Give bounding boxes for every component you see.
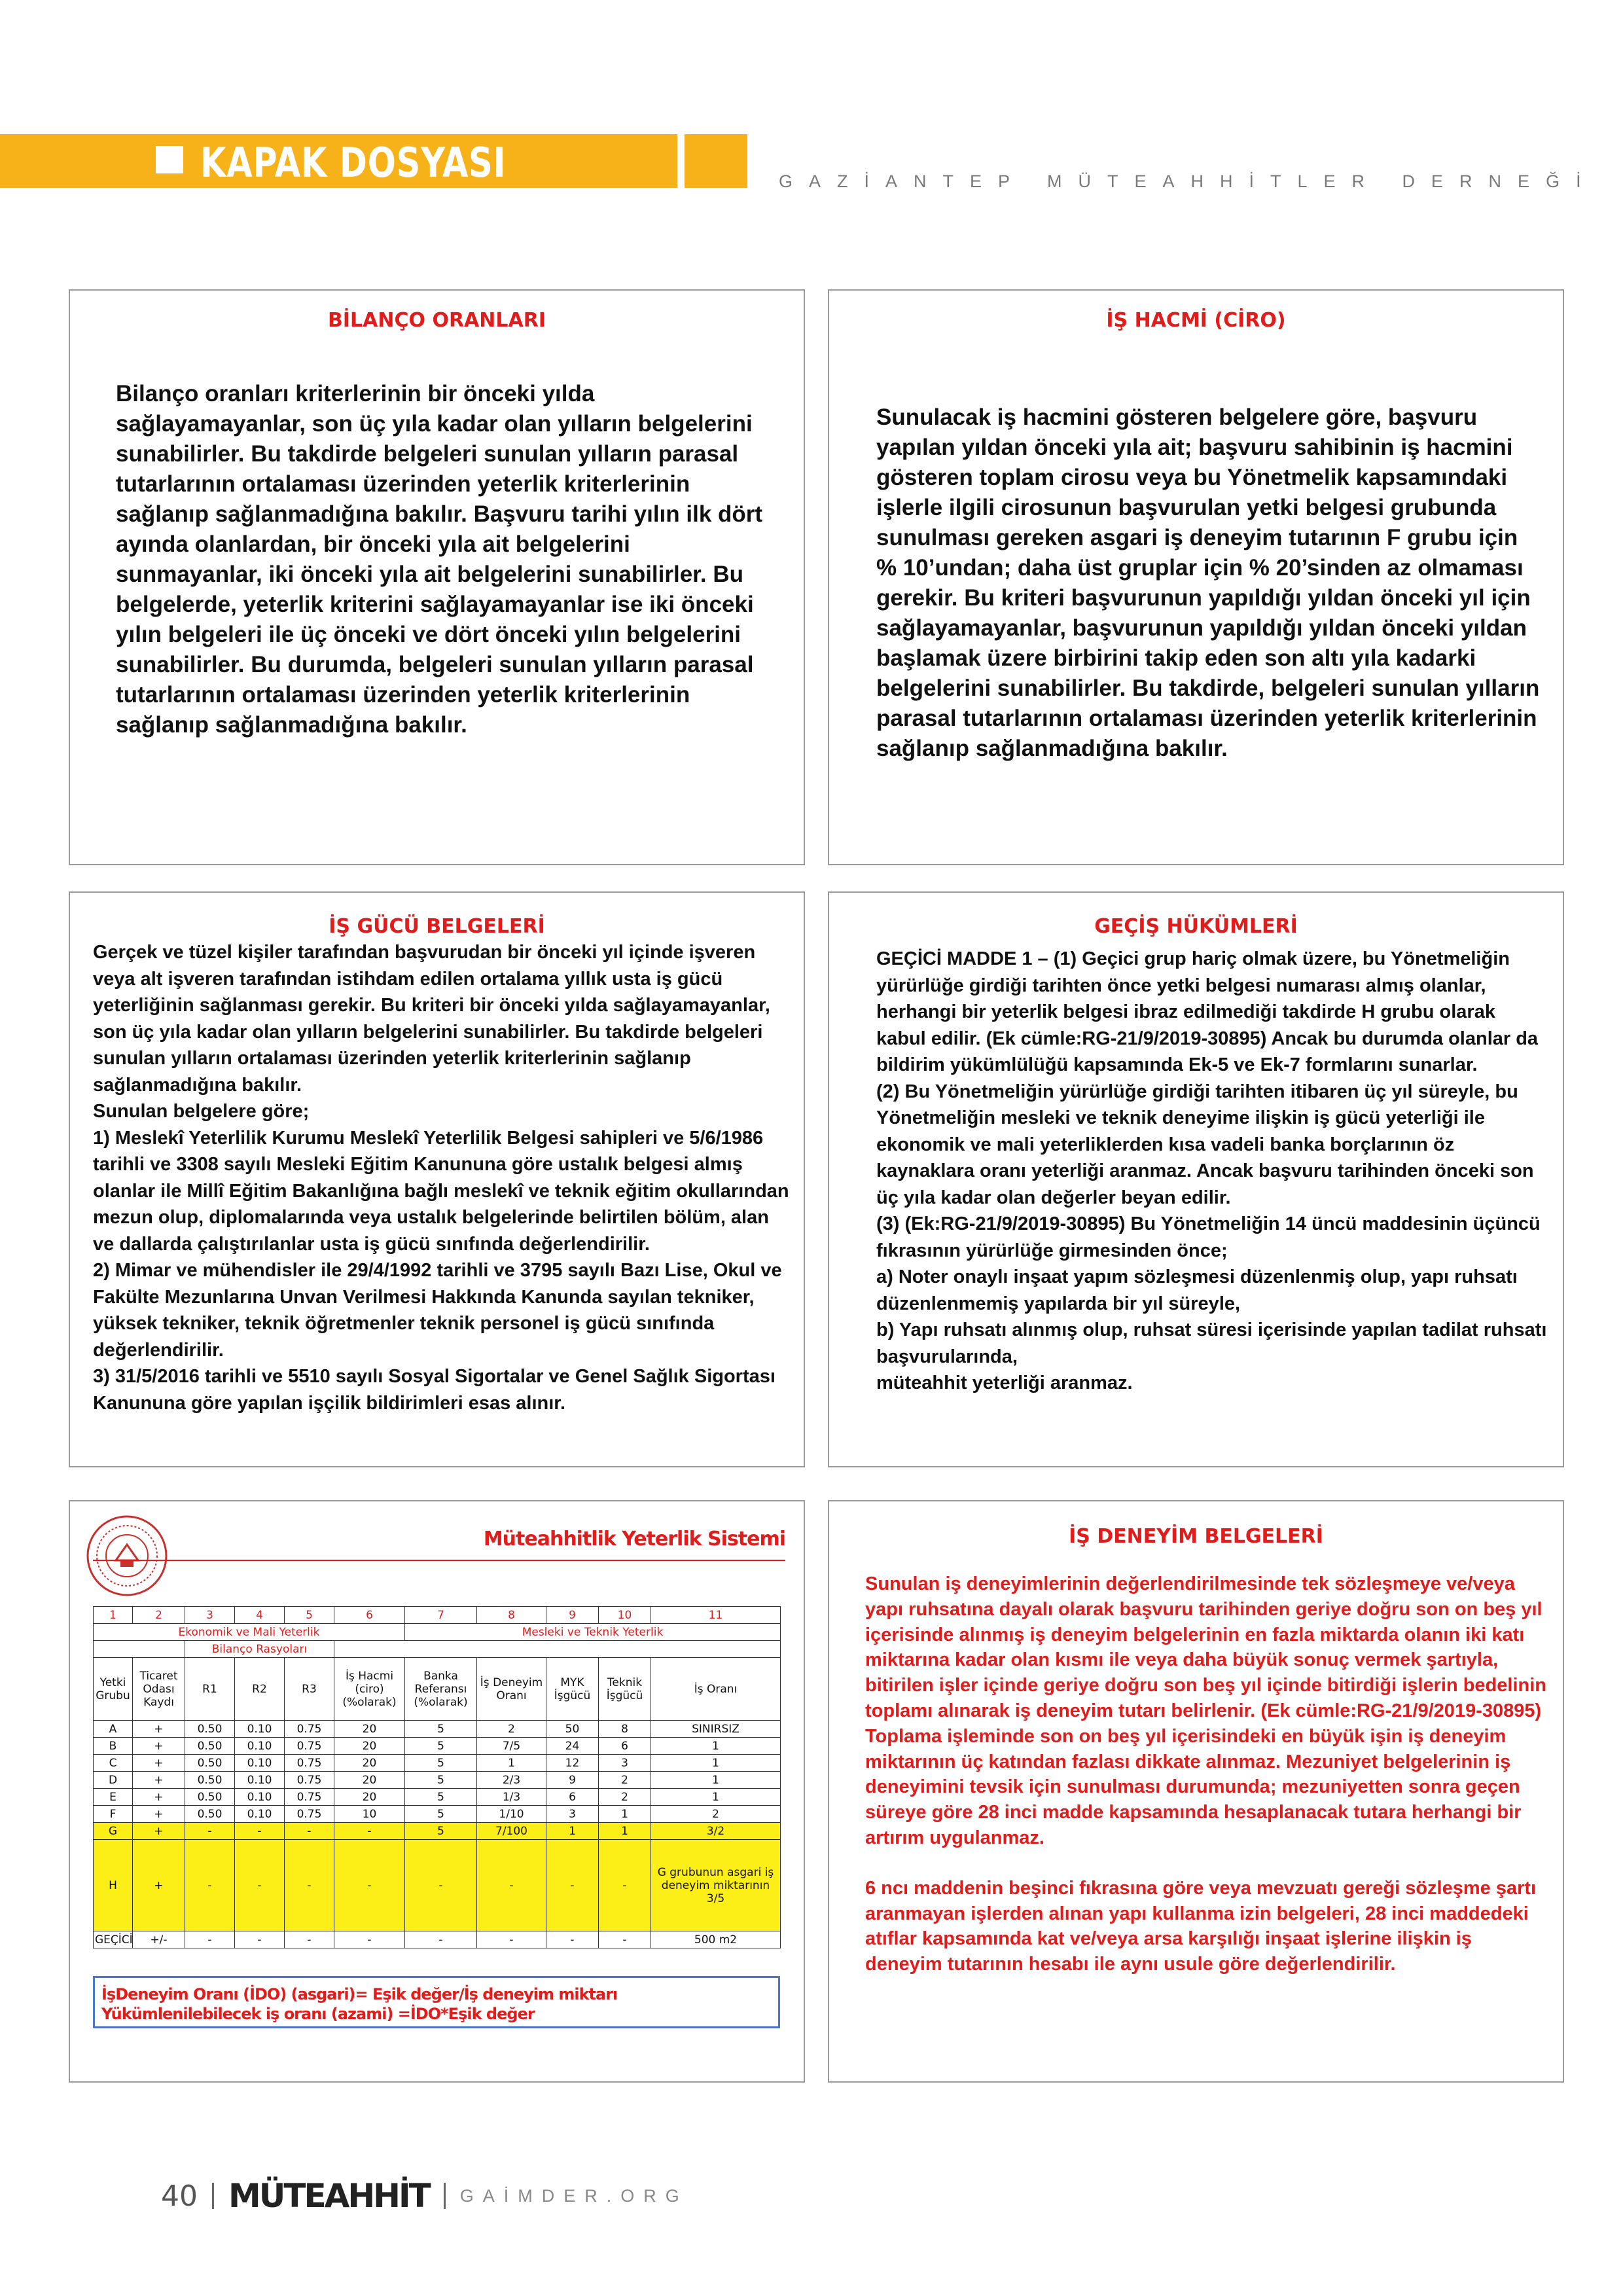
table-cell: - xyxy=(285,1840,334,1931)
table-cell: 12 xyxy=(546,1755,599,1772)
table-cell: 0.75 xyxy=(285,1789,334,1806)
table-cell: 2 xyxy=(599,1789,651,1806)
table-cell: 0.10 xyxy=(235,1772,285,1789)
gecis-paragraph: GEÇİCİ MADDE 1 – (1) Geçici grup hariç olmak üzere, bu Yönetmeliğin yürürlüğe girdiği tarihten önce yetki belgesi numarası almış olanlar, herhangi bir yeterlik belgesi ibraz edilmediği takdirde H grubu olarak kabul edilir. (Ek cümle:RG-21/9/2019-30895) Ancak bu durumda olanlar da bildirim yükümlülüğü kapsamında Ek-5 ve Ek-7 formlarını sunarlar. xyxy=(876,948,1539,1075)
website-link[interactable]: GAİMDER.ORG xyxy=(459,2185,688,2206)
table-cell: F xyxy=(94,1806,133,1823)
table-row xyxy=(94,1755,781,1772)
table-cell: 0.50 xyxy=(185,1772,235,1789)
table-cell: - xyxy=(477,1931,546,1948)
formula-line: Yükümlenilebilecek iş oranı (azami) =İDO*Eşik değer xyxy=(101,2005,535,2023)
table-row xyxy=(94,1823,781,1840)
table-cell: + xyxy=(133,1806,185,1823)
section-title: KAPAK DOSYASI xyxy=(200,139,507,187)
group-row xyxy=(94,1624,781,1641)
yeterlik-table xyxy=(93,1606,781,1948)
table-cell: 9 xyxy=(546,1772,599,1789)
table-cell: 1 xyxy=(599,1823,651,1840)
footer-divider xyxy=(212,2183,214,2209)
is-gucu-paragraph: 2) Mimar ve mühendisler ile 29/4/1992 tarihli ve 3795 sayılı Bazı Lise, Okul ve Fakülte Mezunlarına Unvan Verilmesi Hakkında Kanunda sayılan tekniker, yüksek tekniker, teknik öğretmenler teknik personel iş gücü sınıfında değerlendirilir. xyxy=(93,1260,782,1361)
footer-divider xyxy=(444,2183,446,2209)
column-header: İş Oranı xyxy=(651,1658,781,1721)
column-header: İş Deneyim Oranı xyxy=(477,1658,546,1721)
is-deneyim-paragraph: 6 ncı maddenin beşinci fıkrasına göre veya mevzuatı gereği sözleşme şartı aranmayan işlerden alınan yapı kullanma izin belgeleri, 28 inci maddedeki atıflar kapsamında kat ve/veya arsa karşılığı inşaat işlerine ilişkin iş deneyim tutarının hesabı ile aynı usule göre değerlendirilir. xyxy=(865,1877,1537,1975)
table-cell: G grubunun asgari iş deneyim miktarının 3/5 xyxy=(651,1840,781,1931)
table-cell: - xyxy=(235,1931,285,1948)
table-cell: 20 xyxy=(334,1772,405,1789)
table-cell: 3/2 xyxy=(651,1823,781,1840)
table-row xyxy=(94,1721,781,1738)
is-gucu-paragraph: 1) Meslekî Yeterlilik Kurumu Meslekî Yeterlilik Belgesi sahipleri ve 5/6/1986 tarihli ve 3308 sayılı Mesleki Eğitim Kanununa göre ustalık belgesi almış olanlar ile Millî Eğitim Bakanlığına bağlı meslekî ve teknik eğitim okullarından mezun olup, diplomalarında veya ustalık belgelerinde belirtilen bölüm, alan ve dallarda çalıştırılanlar usta iş gücü sınıfında değerlendirilir. xyxy=(93,1127,789,1255)
column-header: R3 xyxy=(285,1658,334,1721)
table-cell: 7/100 xyxy=(477,1823,546,1840)
table-cell: - xyxy=(334,1840,405,1931)
table-cell: 20 xyxy=(334,1755,405,1772)
table-cell: +/- xyxy=(133,1931,185,1948)
gecis-paragraph: (3) (Ek:RG-21/9/2019-30895) Bu Yönetmeliğin 14 üncü maddesinin üçüncü fıkrasının yürürlüğe girmesinden önce; xyxy=(876,1213,1541,1261)
table-cell: - xyxy=(599,1931,651,1948)
column-header: MYK İşgücü xyxy=(546,1658,599,1721)
formula-box xyxy=(93,1976,780,2028)
column-number: 5 xyxy=(285,1607,334,1624)
table-row xyxy=(94,1840,781,1931)
is-gucu-paragraph: Gerçek ve tüzel kişiler tarafından başvurudan bir önceki yıl içinde işveren veya alt işveren tarafından istihdam edilen ortalama yıllık usta iş gücü yeterliğinin sağlanması gerekir. Bu kriteri bir önceki yılda sağlayamayanlar, son üç yıla kadar olan yılların belgelerini sunabilirler. Bu takdirde belgeleri sunulan yılların ortalaması üzerinden yeterlik kriterlerinin sağlanıp sağlanmadığına bakılır. xyxy=(93,942,770,1096)
table-cell: 500 m2 xyxy=(651,1931,781,1948)
is-deneyim-text xyxy=(865,1571,1554,1977)
yeterlik-title: Müteahhitlik Yeterlik Sistemi xyxy=(483,1528,785,1551)
table-cell: 24 xyxy=(546,1738,599,1755)
column-number: 8 xyxy=(477,1607,546,1624)
table-cell: 1 xyxy=(651,1755,781,1772)
table-row xyxy=(94,1789,781,1806)
gecis-paragraph: a) Noter onaylı inşaat yapım sözleşmesi düzenlenmiş olup, yapı ruhsatı düzenlenmemiş yapılarda bir yıl süreyle, xyxy=(876,1266,1518,1314)
column-number: 1 xyxy=(94,1607,133,1624)
table-cell: - xyxy=(334,1823,405,1840)
header-banner-end xyxy=(685,134,747,188)
table-cell: 1 xyxy=(651,1789,781,1806)
is-gucu-box xyxy=(69,891,805,1467)
table-cell: 5 xyxy=(405,1755,477,1772)
column-header: Yetki Grubu xyxy=(94,1658,133,1721)
column-header: R2 xyxy=(235,1658,285,1721)
bilanco-title: BİLANÇO ORANLARI xyxy=(328,309,546,332)
is-gucu-paragraph: Sunulan belgelere göre; xyxy=(93,1101,310,1122)
bilanco-text: Bilanço oranları kriterlerinin bir önceki yılda sağlayamayanlar, son üç yıla kadar olan yılların belgelerini sunabilirler. Bu takdirde belgeleri sunulan yılların parasal tutarlarının ortalaması üzerinden yeterlik kriterlerinin sağlanıp sağlanmadığına bakılır. Başvuru tarihi yılın ilk dört ayında olanlardan, bir önceki yıla ait belgelerini sunmayanlar, iki önceki yıla ait belgelerini sunabilirler. Bu belgelerde, yeterlik kriterini sağlayamayanlar ise iki önceki yılın belgeleri ile üç önceki ve dört önceki yılın belgelerini sunabilirler. Bu durumda, belgeleri sunulan yılların parasal tutarlarının ortalaması üzerinden yeterlik kriterlerinin sağlanıp sağlanmadığına bakılır. xyxy=(116,381,763,738)
column-number: 7 xyxy=(405,1607,477,1624)
square-icon xyxy=(156,146,183,173)
page-footer xyxy=(161,2176,688,2215)
table-cell: + xyxy=(133,1772,185,1789)
column-number: 4 xyxy=(235,1607,285,1624)
table-cell: 5 xyxy=(405,1721,477,1738)
table-cell: 0.10 xyxy=(235,1806,285,1823)
table-cell: - xyxy=(285,1823,334,1840)
column-header: Teknik İşgücü xyxy=(599,1658,651,1721)
is-deneyim-box xyxy=(828,1500,1564,2083)
is-hacmi-text: Sunulacak iş hacmini gösteren belgelere göre, başvuru yapılan yıldan önceki yıla ait; başvuru sahibinin iş hacmini gösteren toplam cirosu veya bu Yönetmelik kapsamındaki işlerle ilgili cirosunun başvurulan yetki belgesi grubunda sunulması gereken asgari iş deneyim tutarının F grubu için % 10’undan; daha üst gruplar için % 20’sinden az olmaması gerekir. Bu kriteri başvurunun yapıldığı yıldan önceki yıl için sağlayamayanlar, başvurunun yapıldığı yıldan önceki yıldan başlamak üzere birbirini takip eden son altı yıla kadarki belgelerini sunabilirler. Bu takdirde, belgeleri sunulan yılların parasal tutarlarının ortalaması üzerinden yeterlik kriterlerinin sağlanıp sağlanmadığına bakılır. xyxy=(876,404,1540,761)
table-cell: 5 xyxy=(405,1772,477,1789)
table-cell: - xyxy=(185,1823,235,1840)
is-deneyim-title: İŞ DENEYİM BELGELERİ xyxy=(1069,1525,1323,1548)
table-cell: 0.75 xyxy=(285,1738,334,1755)
column-number: 11 xyxy=(651,1607,781,1624)
table-cell: + xyxy=(133,1721,185,1738)
magazine-logo: MÜTEAHHİT xyxy=(228,2177,429,2215)
table-cell: - xyxy=(285,1931,334,1948)
table-cell: SINIRSIZ xyxy=(651,1721,781,1738)
table-cell: - xyxy=(235,1823,285,1840)
table-cell: B xyxy=(94,1738,133,1755)
table-cell: - xyxy=(185,1931,235,1948)
table-body xyxy=(94,1721,781,1948)
table-cell: 1 xyxy=(651,1738,781,1755)
table-cell: 2 xyxy=(651,1806,781,1823)
table-cell: - xyxy=(546,1840,599,1931)
table-cell: 8 xyxy=(599,1721,651,1738)
table-cell: H xyxy=(94,1840,133,1931)
table-cell: 0.10 xyxy=(235,1721,285,1738)
gecis-paragraph: (2) Bu Yönetmeliğin yürürlüğe girdiği tarihten itibaren üç yıl süreyle, bu Yönetmeliğin mesleki ve teknik deneyime ilişkin iş gücü yeterliği ile ekonomik ve mali yeterliklerden kısa vadeli banka borçlarının öz kaynaklara oranı yeterliği aranmaz. Ancak başvuru tarihinden önceki son üç yıla kadar olan değerler beyan edilir. xyxy=(876,1081,1534,1208)
table-cell: 5 xyxy=(405,1806,477,1823)
table-cell: 0.50 xyxy=(185,1755,235,1772)
column-number: 9 xyxy=(546,1607,599,1624)
column-header: Ticaret Odası Kaydı xyxy=(133,1658,185,1721)
table-cell: 6 xyxy=(599,1738,651,1755)
table-cell: 0.75 xyxy=(285,1721,334,1738)
table-cell: 2 xyxy=(599,1772,651,1789)
table-cell: 6 xyxy=(546,1789,599,1806)
table-cell: 1 xyxy=(599,1806,651,1823)
table-cell: + xyxy=(133,1789,185,1806)
bilanco-oranlari-box xyxy=(69,289,805,865)
subgroup-row xyxy=(94,1641,781,1658)
table-cell: - xyxy=(599,1840,651,1931)
column-header: İş Hacmi (ciro) (%olarak) xyxy=(334,1658,405,1721)
table-cell: 10 xyxy=(334,1806,405,1823)
table-cell: GEÇİCİ xyxy=(94,1931,133,1948)
gecis-paragraph: b) Yapı ruhsatı alınmış olup, ruhsat süresi içerisinde yapılan tadilat ruhsatı başvurularında, xyxy=(876,1319,1547,1367)
table-cell: 0.75 xyxy=(285,1755,334,1772)
column-number: 6 xyxy=(334,1607,405,1624)
header-row xyxy=(94,1658,781,1721)
table-cell: 0.10 xyxy=(235,1755,285,1772)
is-hacmi-box xyxy=(828,289,1564,865)
table-cell: 0.50 xyxy=(185,1789,235,1806)
is-deneyim-paragraph: Sunulan iş deneyimlerinin değerlendirilmesinde tek sözleşmeye ve/veya yapı ruhsatına dayalı olarak başvuru tarihinden geriye doğru son on beş yıl içerisinde alınmış iş deneyim belgelerinin en fazla miktarda olanın iki katı miktarına kadar olan kısmı ile veya daha büyük sonuç vermek şartıyla, bitirilen işler içinde geriye doğru son beş yıl içinde bitirdiği işlerin bedelinin toplamı alınarak iş deneyim tutarı belirlenir. (Ek cümle:RG-21/9/2019-30895) Toplama işleminde son on beş yıl içerisindeki en büyük işin iş deneyim miktarının üç katından fazlası dikkate alınmaz. Mezuniyet belgelerinin iş deneyimini tevsik için sunulması durumunda; mezuniyetten sonra geçen süreye göre 28 inci madde kapsamında hesaplanacak tutara herhangi bir artırım uygulanmaz. xyxy=(865,1573,1546,1848)
table-cell: - xyxy=(546,1931,599,1948)
gecis-paragraph: müteahhit yeterliği aranmaz. xyxy=(876,1372,1133,1393)
table-cell: + xyxy=(133,1738,185,1755)
table-cell: - xyxy=(477,1840,546,1931)
title-underline xyxy=(93,1560,785,1561)
table-cell: 1 xyxy=(651,1772,781,1789)
table-cell: 20 xyxy=(334,1738,405,1755)
table-cell: 0.10 xyxy=(235,1738,285,1755)
table-cell: 1 xyxy=(477,1755,546,1772)
table-cell: - xyxy=(334,1931,405,1948)
table-cell: 1/10 xyxy=(477,1806,546,1823)
table-cell: D xyxy=(94,1772,133,1789)
column-number: 3 xyxy=(185,1607,235,1624)
table-cell: + xyxy=(133,1823,185,1840)
table-cell: 3 xyxy=(599,1755,651,1772)
table-cell: 7/5 xyxy=(477,1738,546,1755)
organization-name: GAZİANTEP MÜTEAHHİTLER DERNEĞİ xyxy=(779,171,1597,191)
table-cell: A xyxy=(94,1721,133,1738)
table-cell: 0.50 xyxy=(185,1738,235,1755)
table-cell: - xyxy=(235,1840,285,1931)
table-cell: 0.50 xyxy=(185,1721,235,1738)
ministry-seal-icon xyxy=(84,1513,169,1598)
table-cell: 20 xyxy=(334,1789,405,1806)
table-cell: 20 xyxy=(334,1721,405,1738)
column-header: R1 xyxy=(185,1658,235,1721)
formula-line: İşDeneyim Oranı (İDO) (asgari)= Eşik değer/İş deneyim miktarı xyxy=(101,1985,618,2003)
table-cell: 5 xyxy=(405,1823,477,1840)
group-bilanco: Bilanço Rasyoları xyxy=(185,1641,334,1658)
column-number-row xyxy=(94,1607,781,1624)
table-cell: + xyxy=(133,1755,185,1772)
table-cell: E xyxy=(94,1789,133,1806)
table-cell: - xyxy=(185,1840,235,1931)
table-cell: G xyxy=(94,1823,133,1840)
table-row xyxy=(94,1738,781,1755)
gecis-hukumleri-box xyxy=(828,891,1564,1467)
table-cell: 1/3 xyxy=(477,1789,546,1806)
column-number: 2 xyxy=(133,1607,185,1624)
table-cell: 5 xyxy=(405,1789,477,1806)
column-number: 10 xyxy=(599,1607,651,1624)
table-cell: 5 xyxy=(405,1738,477,1755)
gecis-title: GEÇİŞ HÜKÜMLERİ xyxy=(1094,915,1298,938)
gecis-text xyxy=(876,946,1547,1397)
table-row xyxy=(94,1931,781,1948)
column-header: Banka Referansı (%olarak) xyxy=(405,1658,477,1721)
is-gucu-paragraph: 3) 31/5/2016 tarihli ve 5510 sayılı Sosyal Sigortalar ve Genel Sağlık Sigortası Kanununa göre yapılan işçilik bildirimleri esas alınır. xyxy=(93,1366,776,1414)
table-cell: 2 xyxy=(477,1721,546,1738)
table-cell: C xyxy=(94,1755,133,1772)
table-cell: - xyxy=(405,1931,477,1948)
is-hacmi-title: İŞ HACMİ (CİRO) xyxy=(1106,309,1286,332)
table-cell: 1 xyxy=(546,1823,599,1840)
table-cell: 0.75 xyxy=(285,1772,334,1789)
yeterlik-sistemi-box xyxy=(69,1500,805,2083)
table-cell: 3 xyxy=(546,1806,599,1823)
table-cell: 0.10 xyxy=(235,1789,285,1806)
page-number: 40 xyxy=(161,2179,198,2213)
table-cell: 0.50 xyxy=(185,1806,235,1823)
group-ekonomik: Ekonomik ve Mali Yeterlik xyxy=(94,1624,405,1641)
table-row xyxy=(94,1772,781,1789)
table-cell: 2/3 xyxy=(477,1772,546,1789)
table-cell: 50 xyxy=(546,1721,599,1738)
table-cell: + xyxy=(133,1840,185,1931)
is-gucu-text xyxy=(93,939,792,1416)
table-cell: 0.75 xyxy=(285,1806,334,1823)
group-mesleki: Mesleki ve Teknik Yeterlik xyxy=(405,1624,781,1641)
is-gucu-title: İŞ GÜCÜ BELGELERİ xyxy=(329,915,545,938)
table-cell: - xyxy=(405,1840,477,1931)
table-row xyxy=(94,1806,781,1823)
